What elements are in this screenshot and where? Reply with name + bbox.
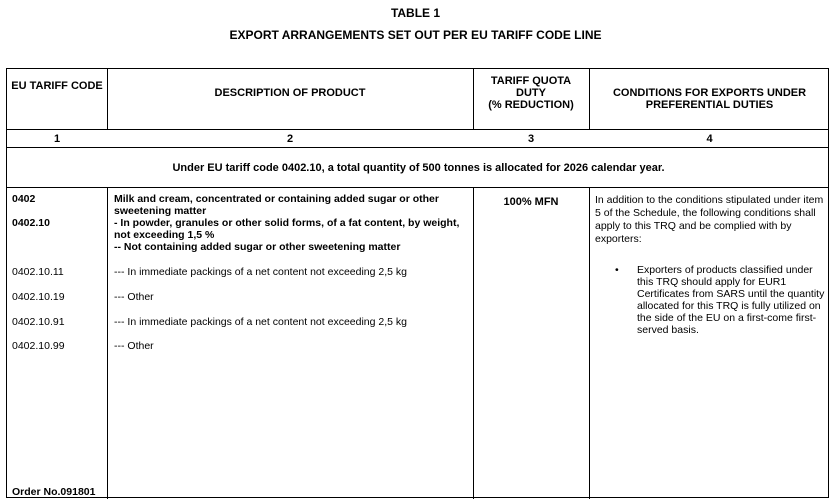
- header-description: DESCRIPTION OF PRODUCT: [214, 87, 366, 99]
- bullet-icon: •: [615, 264, 619, 276]
- row-divider-header: [7, 129, 828, 130]
- description-item: --- Other: [114, 291, 154, 303]
- description-sub-line1: - In powder, granules or other solid forms, of a fat content, by weight,: [114, 217, 460, 229]
- header-duty-line1: TARIFF QUOTA: [490, 75, 572, 87]
- tariff-table: [6, 68, 829, 498]
- conditions-bullet-line2: this TRQ should apply for EUR1: [637, 276, 787, 288]
- col-divider-2-body: [473, 187, 474, 499]
- header-duty-line2: DUTY: [516, 87, 546, 99]
- conditions-bullet-line3: Certificates from SARS until the quantity: [637, 288, 825, 300]
- code-item: 0402.10.91: [12, 316, 65, 328]
- conditions-bullet-line6: served basis.: [637, 324, 699, 336]
- code-item: 0402.10.11: [12, 266, 64, 278]
- row-divider-numbers: [7, 147, 828, 148]
- conditions-intro-line4: exporters:: [595, 233, 642, 245]
- header-conditions-line2: PREFERENTIAL DUTIES: [645, 99, 774, 111]
- description-item: --- In immediate packings of a net content not exceeding 2,5 kg: [114, 316, 408, 328]
- conditions-bullet-line1: Exporters of products classified under: [637, 264, 813, 276]
- code-heading: 0402: [12, 193, 36, 205]
- conditions-intro-line2: 5 of the Schedule, the following conditions shall: [595, 207, 816, 219]
- description-item: --- In immediate packings of a net content not exceeding 2,5 kg: [114, 266, 408, 278]
- code-item: 0402.10.19: [12, 291, 65, 303]
- conditions-bullet-line4: allocated for this TRQ is fully utilized on: [637, 300, 821, 312]
- description-heading-line2: sweetening matter: [114, 205, 207, 217]
- order-number: Order No.091801: [12, 486, 96, 498]
- header-conditions-line1: CONDITIONS FOR EXPORTS UNDER: [612, 87, 807, 99]
- table-subtitle: EXPORT ARRANGEMENTS SET OUT PER EU TARIFF CODE LINE: [229, 28, 602, 42]
- header-tariff-code: EU TARIFF CODE: [11, 80, 103, 92]
- col-divider-1-body: [107, 187, 108, 499]
- description-sub-line2: not exceeding 1,5 %: [114, 229, 215, 241]
- header-conditions: [589, 69, 830, 129]
- code-subheading: 0402.10: [12, 217, 50, 229]
- description-sub-line3: -- Not containing added sugar or other sweetening matter: [114, 241, 401, 253]
- header-duty: [473, 69, 589, 117]
- column-number-1: 1: [53, 133, 61, 145]
- row-divider-allocation: [7, 187, 828, 188]
- col-divider-3-body: [589, 187, 590, 499]
- description-heading-line1: Milk and cream, concentrated or containing added sugar or other: [114, 193, 439, 205]
- description-item: --- Other: [114, 340, 154, 352]
- conditions-intro-line3: apply to this TRQ and be complied with by: [595, 220, 792, 232]
- allocation-note: Under EU tariff code 0402.10, a total quantity of 500 tonnes is allocated for 2026 calendar year.: [172, 162, 665, 174]
- conditions-intro-line1: In addition to the conditions stipulated under item: [595, 194, 824, 206]
- conditions-bullet-line5: the side of the EU on a first-come first-: [637, 312, 817, 324]
- table-title: TABLE 1: [390, 6, 441, 20]
- column-number-3: 3: [527, 133, 535, 145]
- code-item: 0402.10.99: [12, 340, 65, 352]
- column-number-4: 4: [706, 133, 713, 145]
- duty-value: 100% MFN: [503, 196, 559, 208]
- header-duty-line3: (% REDUCTION): [488, 99, 574, 111]
- column-number-2: 2: [286, 133, 294, 145]
